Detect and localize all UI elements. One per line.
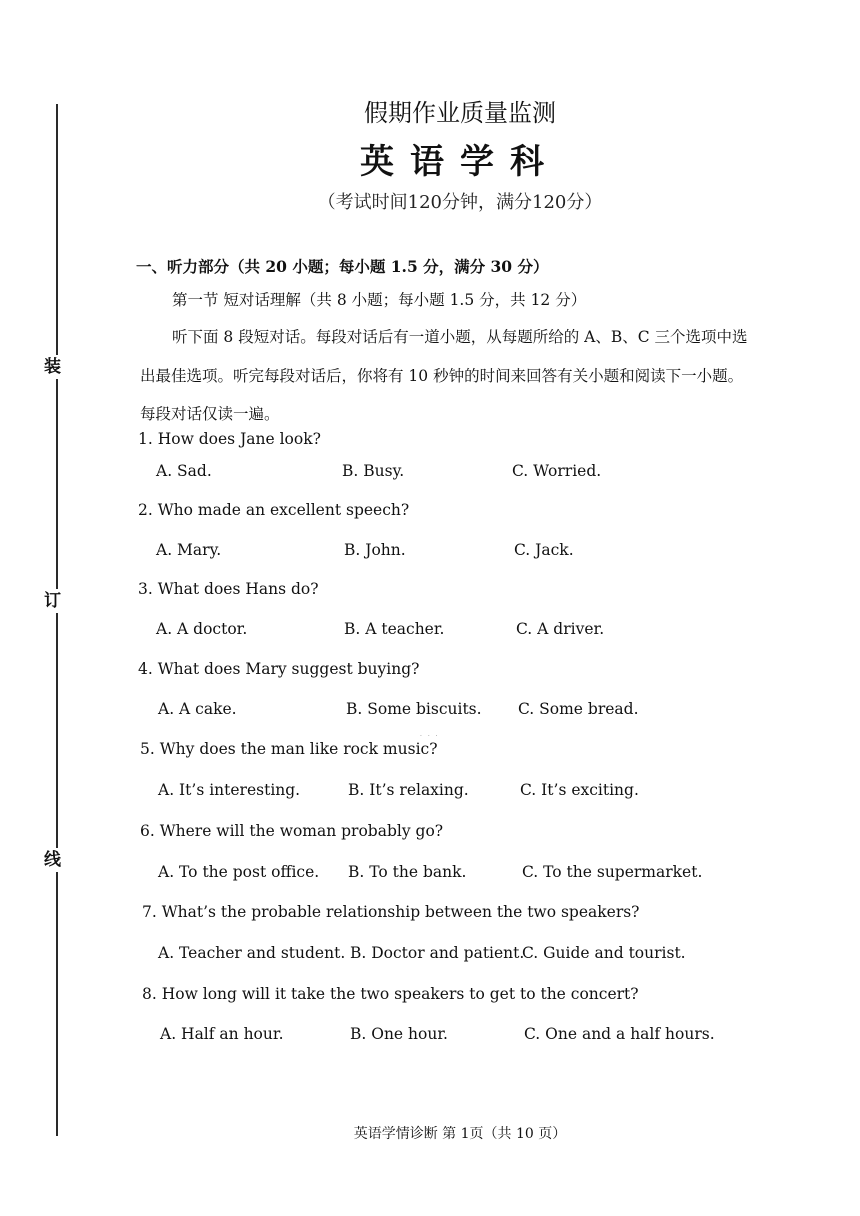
section-heading: 一、听力部分（共 20 小题；每小题 1.5 分，满分 30 分） (136, 257, 549, 276)
q5-option-b: B. It’s relaxing. (348, 781, 469, 799)
q3-option-b: B. A teacher. (344, 620, 445, 638)
q7-option-a: A. Teacher and student. (158, 944, 346, 962)
q2-option-c: C. Jack. (514, 541, 574, 559)
q5-option-c: C. It’s exciting. (520, 781, 639, 799)
question-5: 5. Why does the man like rock music? (140, 740, 438, 758)
q8-option-a: A. Half an hour. (160, 1025, 284, 1043)
q1-option-b: B. Busy. (342, 462, 405, 480)
question-7: 7. What’s the probable relationship between the two speakers? (142, 903, 640, 921)
q8-option-c: C. One and a half hours. (524, 1025, 715, 1043)
q6-option-a: A. To the post office. (158, 863, 320, 881)
instructions-line-2: 出最佳选项。听完每段对话后，你将有 10 秒钟的时间来回答有关小题和阅读下一小题。 (140, 367, 744, 385)
binding-mark-zhuang: 装 (44, 357, 61, 377)
binding-line (56, 104, 58, 1136)
question-6: 6. Where will the woman probably go? (140, 822, 444, 840)
scan-speck: · · · (420, 733, 440, 740)
q2-option-a: A. Mary. (156, 541, 222, 559)
q7-option-c: C. Guide and tourist. (522, 944, 686, 962)
q4-option-b: B. Some biscuits. (346, 700, 482, 718)
question-8: 8. How long will it take the two speakers to get to the concert? (142, 985, 639, 1003)
exam-title: 英语学科 (360, 142, 560, 182)
part-heading: 第一节 短对话理解（共 8 小题；每小题 1.5 分，共 12 分） (172, 291, 587, 309)
q3-option-c: C. A driver. (516, 620, 605, 638)
exam-subtitle: 假期作业质量监测 (364, 99, 556, 127)
q4-option-c: C. Some bread. (518, 700, 639, 718)
binding-mark-xian: 线 (44, 850, 61, 870)
page-footer: 英语学情诊断 第 1页（共 10 页） (353, 1126, 567, 1142)
q8-option-b: B. One hour. (350, 1025, 448, 1043)
instructions-line-3: 每段对话仅读一遍。 (140, 405, 280, 423)
q7-option-b: B. Doctor and patient. (350, 944, 525, 962)
exam-meta: （考试时间120分钟，满分120分） (317, 192, 603, 213)
q6-option-b: B. To the bank. (348, 863, 467, 881)
instructions-line-1: 听下面 8 段短对话。每段对话后有一道小题，从每题所给的 A、B、C 三个选项中选 (172, 328, 748, 346)
question-3: 3. What does Hans do? (138, 580, 319, 598)
question-2: 2. Who made an excellent speech? (138, 501, 410, 519)
binding-mark-ding: 订 (44, 591, 61, 611)
q4-option-a: A. A cake. (158, 700, 237, 718)
q2-option-b: B. John. (344, 541, 406, 559)
q1-option-a: A. Sad. (156, 462, 212, 480)
q5-option-a: A. It’s interesting. (158, 781, 301, 799)
q6-option-c: C. To the supermarket. (522, 863, 703, 881)
question-4: 4. What does Mary suggest buying? (138, 660, 420, 678)
question-1: 1. How does Jane look? (138, 430, 321, 448)
q1-option-c: C. Worried. (512, 462, 602, 480)
q3-option-a: A. A doctor. (156, 620, 248, 638)
